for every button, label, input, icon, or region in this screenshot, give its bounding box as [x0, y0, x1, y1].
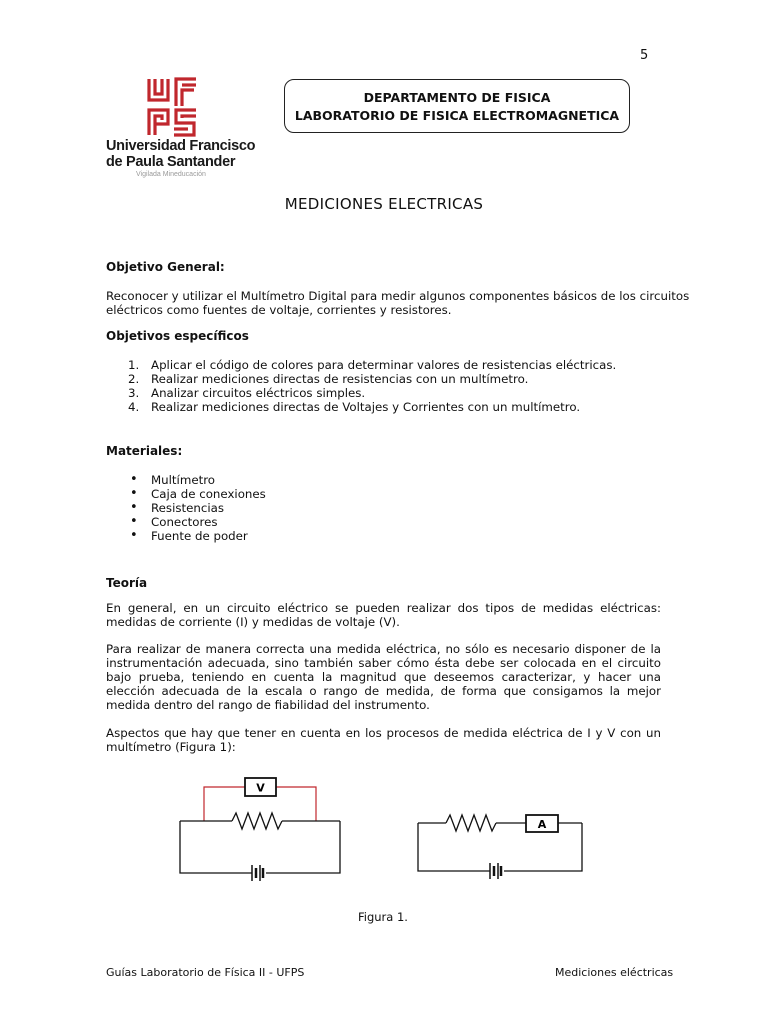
page-number: 5 — [640, 48, 649, 63]
objetivo-general-line2: eléctricos como fuentes de voltaje, corrientes y resistores. — [106, 303, 452, 317]
list-item-text: Analizar circuitos eléctricos simples. — [151, 386, 366, 400]
ufps-logo-mark — [146, 76, 250, 138]
footer-right: Mediciones eléctricas — [555, 966, 674, 979]
objetivo-general-heading: Objetivo General: — [106, 260, 225, 274]
list-item — [106, 386, 616, 400]
list-item-number: 2. — [128, 372, 140, 386]
list-item-number: 1. — [128, 358, 140, 372]
list-item — [106, 372, 616, 386]
figure-1-circuits — [150, 765, 600, 895]
list-item-text: Caja de conexiones — [151, 487, 266, 501]
figure-caption: Figura 1. — [358, 910, 408, 924]
battery-icon — [490, 863, 501, 879]
list-item — [106, 501, 266, 515]
ufps-logo — [106, 76, 256, 184]
teoria-paragraph-3: Aspectos que hay que tener en cuenta en los procesos de medida eléctrica de I y V con un multímetro (Figura 1): — [106, 726, 661, 754]
objetivo-general-line1: Reconocer y utilizar el Multímetro Digital para medir algunos componentes básicos de los circuitos — [106, 289, 690, 303]
logo-tagline: Vigilada Mineducación — [136, 171, 206, 178]
laboratory-name: LABORATORIO DE FISICA ELECTROMAGNETICA — [294, 108, 620, 123]
department-name: DEPARTAMENTO DE FISICA — [363, 90, 551, 105]
voltmeter-label: V — [256, 781, 265, 795]
university-name-line2: de Paula Santander — [106, 154, 236, 170]
ammeter-label: A — [537, 818, 547, 831]
bullet-icon: • — [130, 500, 138, 515]
objetivos-especificos-list — [106, 358, 616, 414]
list-item — [106, 487, 266, 501]
teoria-heading: Teoría — [106, 576, 148, 590]
list-item — [106, 529, 266, 543]
bullet-icon: • — [130, 514, 138, 529]
bullet-icon: • — [130, 486, 138, 501]
teoria-paragraph-2: Para realizar de manera correcta una medida eléctrica, no sólo es necesario disponer de la instrumentación adecuada, sino también saber cómo ésta debe ser colocada en el circuito bajo prueba, teniendo en cuenta la magnitud que deseemos caracterizar, y hacer una elección adecuada de la escala o rango de medida, de forma que consigamos la mejor medida dentro del rango de fiabilidad del instrumento. — [106, 642, 661, 712]
list-item — [106, 400, 616, 414]
footer-left: Guías Laboratorio de Física II - UFPS — [106, 966, 305, 979]
list-item-text: Resistencias — [151, 501, 224, 515]
document-title: MEDICIONES ELECTRICAS — [284, 195, 484, 213]
list-item — [106, 358, 616, 372]
battery-icon — [252, 865, 263, 881]
materiales-list — [106, 473, 266, 543]
list-item-number: 3. — [128, 386, 140, 400]
bullet-icon: • — [130, 472, 138, 487]
list-item-text: Realizar mediciones directas de Voltajes y Corrientes con un multímetro. — [151, 400, 581, 414]
list-item-text: Fuente de poder — [151, 529, 248, 543]
list-item-text: Conectores — [151, 515, 218, 529]
list-item-text: Realizar mediciones directas de resistencias con un multímetro. — [151, 372, 529, 386]
teoria-paragraph-1: En general, en un circuito eléctrico se pueden realizar dos tipos de medidas eléctricas: medidas de corriente (I) y medidas de voltaje (V). — [106, 601, 661, 629]
university-name-line1: Universidad Francisco — [106, 138, 256, 154]
list-item — [106, 515, 266, 529]
bullet-icon: • — [130, 528, 138, 543]
department-header-box — [284, 79, 630, 133]
ammeter-circuit — [418, 815, 582, 879]
list-item-text: Multímetro — [151, 473, 216, 487]
resistor-icon — [446, 815, 496, 831]
list-item-text: Aplicar el código de colores para determinar valores de resistencias eléctricas. — [151, 358, 617, 372]
materiales-heading: Materiales: — [106, 444, 183, 458]
resistor-icon — [232, 813, 282, 829]
objetivos-especificos-heading: Objetivos específicos — [106, 329, 249, 343]
list-item-number: 4. — [128, 400, 140, 414]
voltmeter-circuit — [180, 778, 340, 881]
list-item — [106, 473, 266, 487]
